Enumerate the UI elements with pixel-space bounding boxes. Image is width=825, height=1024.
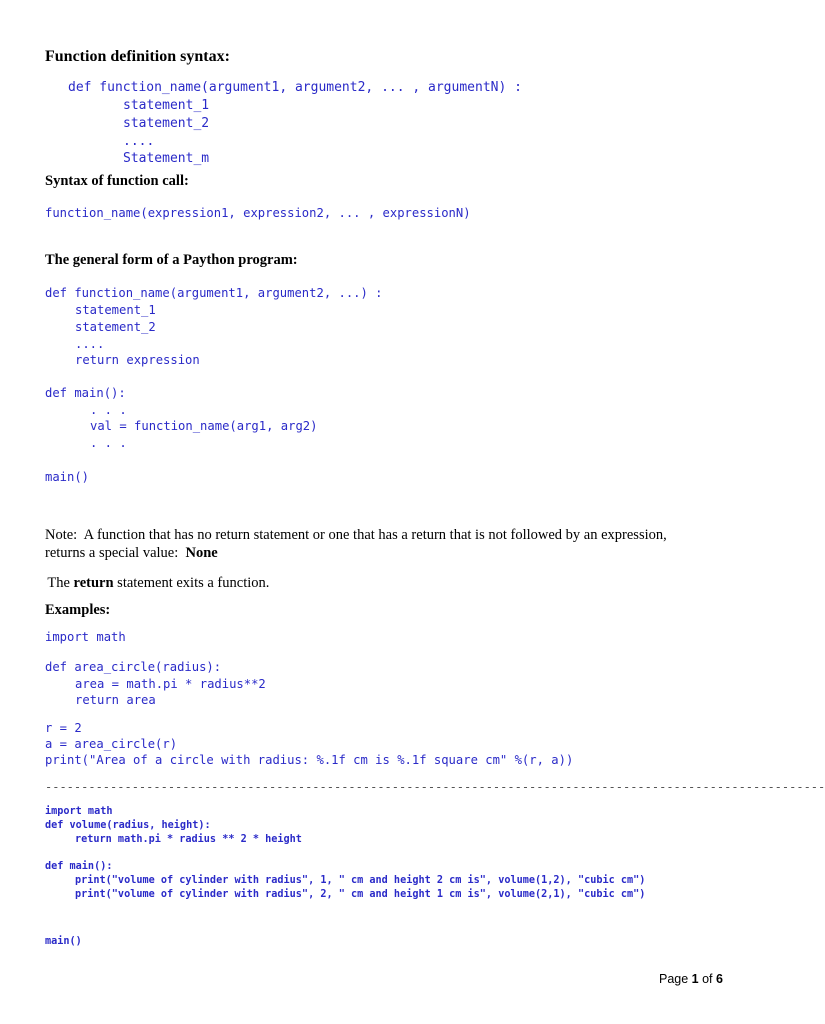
code-line: import math: [45, 630, 126, 644]
code-line: Statement_m: [123, 151, 210, 166]
heading-def-syntax: Function definition syntax:: [45, 48, 230, 65]
heading-call-syntax: Syntax of function call:: [45, 173, 189, 189]
code-line: statement_2: [123, 116, 210, 131]
return-note-prefix: The: [44, 575, 74, 591]
code-line: . . .: [90, 436, 127, 450]
code-line: ....: [75, 337, 105, 351]
current-page: 1: [691, 972, 699, 986]
code-line: return area: [75, 693, 156, 707]
none-keyword: None: [185, 545, 218, 561]
code-line: def function_name(argument1, argument2, ...) :: [45, 286, 383, 300]
code-line: return math.pi * radius ** 2 * height: [75, 834, 302, 845]
code-line: a = area_circle(r): [45, 737, 178, 751]
code-line: main(): [45, 470, 90, 484]
code-line: def area_circle(radius):: [45, 660, 222, 674]
page-number: [659, 972, 723, 986]
code-line: area = math.pi * radius**2: [75, 677, 266, 691]
return-note-suffix: statement exits a function.: [113, 575, 270, 591]
note-line-1: Note: A function that has no return statement or one that has a return that is not followed by an expression,: [45, 527, 667, 543]
return-keyword: return: [73, 575, 114, 591]
code-line: function_name(expression1, expression2, ... , expressionN): [45, 206, 471, 220]
note-line-2: [45, 545, 218, 562]
note-prefix: returns a special value:: [45, 545, 186, 561]
code-line: def function_name(argument1, argument2, ... , argumentN) :: [68, 80, 522, 95]
code-line: import math: [45, 806, 113, 817]
code-line: val = function_name(arg1, arg2): [90, 419, 318, 433]
code-line: print("volume of cylinder with radius", 2, " cm and height 1 cm is", volume(2,1), "cubic cm"): [75, 889, 646, 900]
code-line: statement_1: [123, 98, 210, 113]
code-line: . . .: [90, 403, 127, 417]
code-line: r = 2: [45, 721, 82, 735]
code-line: ....: [123, 134, 155, 149]
return-note: [44, 575, 269, 592]
code-line: statement_1: [75, 303, 156, 317]
separator-line: ------------------------------------------------------------------------------------------------------------: [45, 780, 825, 794]
of-word: of: [698, 972, 716, 986]
code-line: def main():: [45, 386, 126, 400]
code-line: statement_2: [75, 320, 156, 334]
code-line: print("Area of a circle with radius: %.1f cm is %.1f square cm" %(r, a)): [45, 753, 574, 767]
page-word: Page: [659, 972, 692, 986]
code-line: main(): [45, 936, 82, 947]
code-line: return expression: [75, 353, 200, 367]
code-line: def volume(radius, height):: [45, 820, 211, 831]
heading-examples: Examples:: [45, 602, 111, 618]
total-pages: 6: [716, 972, 723, 986]
code-line: def main():: [45, 861, 113, 872]
code-line: print("volume of cylinder with radius", 1, " cm and height 2 cm is", volume(1,2), "cubic cm"): [75, 875, 646, 886]
heading-general-form: The general form of a Paython program:: [45, 252, 298, 268]
